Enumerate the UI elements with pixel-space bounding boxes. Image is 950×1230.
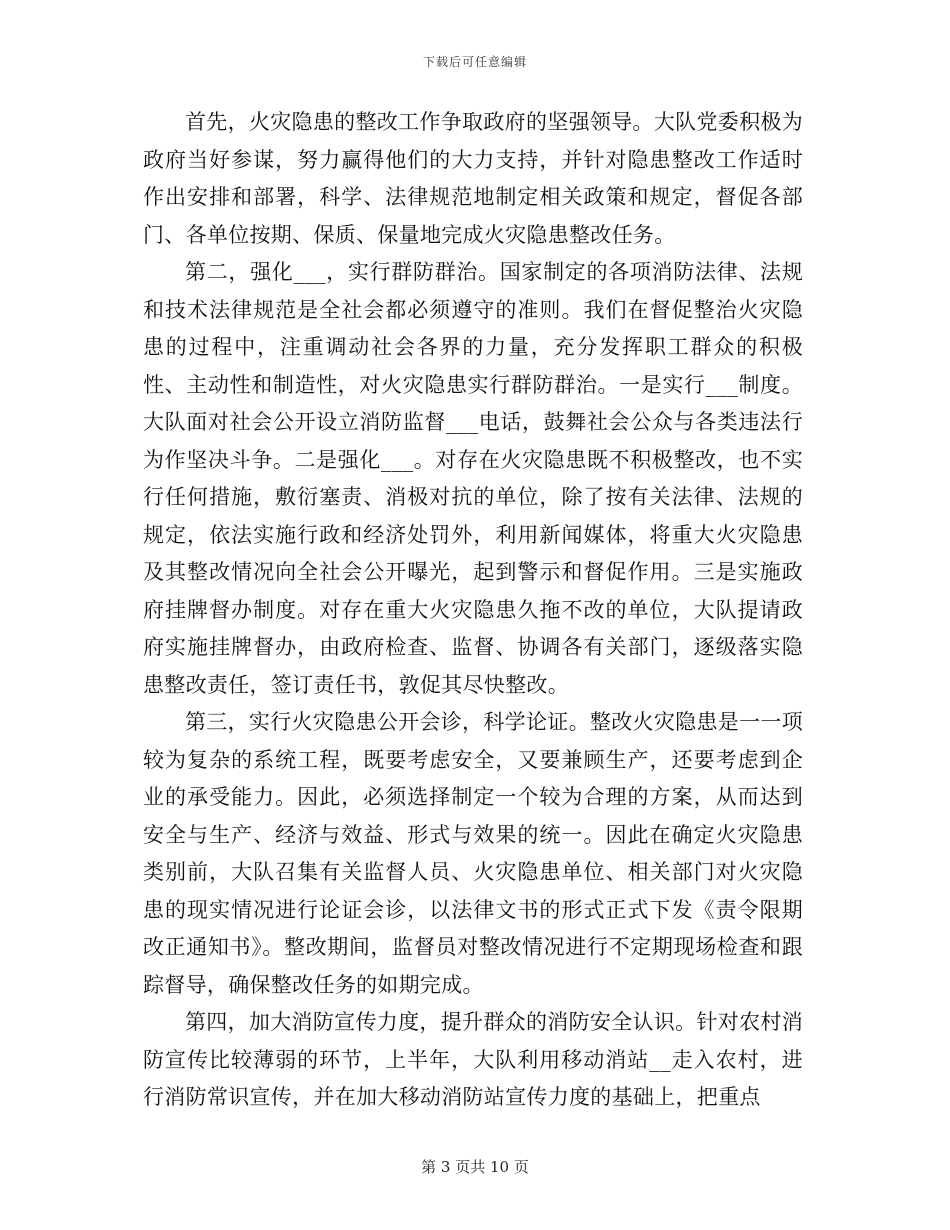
- page-footer: 第 3 页共 10 页: [421, 1158, 529, 1176]
- paragraph-1: 首先，火灾隐患的整改工作争取政府的坚强领导。大队党委积极为政府当好参谋，努力赢得他们的大力支持，并针对隐患整改工作适时作出安排和部署，科学、法律规范地制定相关政策和规定，督促各部门、各单位按期、保质、保量地完成火灾隐患整改任务。: [143, 110, 803, 247]
- document-body: [143, 104, 803, 1117]
- page-header: 下载后可任意编辑: [422, 55, 527, 69]
- paragraph-2: 第二，强化___，实行群防群治。国家制定的各项消防法律、法规和技术法律规范是全社会都必须遵守的准则。我们在督促整治火灾隐患的过程中，注重调动社会各界的力量，充分发挥职工群众的积极性、主动性和制造性，对火灾隐患实行群防群治。一是实行___制度。大队面对社会公开设立消防监督___电话，鼓舞社会公众与各类违法行为作坚决斗争。二是强化___。对存在火灾隐患既不积极整改，也不实行任何措施，敷衍塞责、消极对抗的单位，除了按有关法律、法规的规定，依法实施行政和经济处罚外，利用新闻媒体，将重大火灾隐患及其整改情况向全社会公开曝光，起到警示和督促作用。三是实施政府挂牌督办制度。对存在重大火灾隐患久拖不改的单位，大队提请政府实施挂牌督办，由政府检查、监督、协调各有关部门，逐级落实隐患整改责任，签订责任书，敦促其尽快整改。: [143, 260, 803, 697]
- paragraph-4: 第四，加大消防宣传力度，提升群众的消防安全认识。针对农村消防宣传比较薄弱的环节，上半年，大队利用移动消站__走入农村，进行消防常识宣传，并在加大移动消防站宣传力度的基础上，把重点: [143, 1010, 803, 1109]
- paragraph-3: 第三，实行火灾隐患公开会诊，科学论证。整改火灾隐患是一一项较为复杂的系统工程，既要考虑安全，又要兼顾生产，还要考虑到企业的承受能力。因此，必须选择制定一个较为合理的方案，从而达到安全与生产、经济与效益、形式与效果的统一。因此在确定火灾隐患类别前，大队召集有关监督人员、火灾隐患单位、相关部门对火灾隐患的现实情况进行论证会诊，以法律文书的形式正式下发《责令限期改正通知书》。整改期间，监督员对整改情况进行不定期现场检查和跟踪督导，确保整改任务的如期完成。: [143, 710, 803, 997]
